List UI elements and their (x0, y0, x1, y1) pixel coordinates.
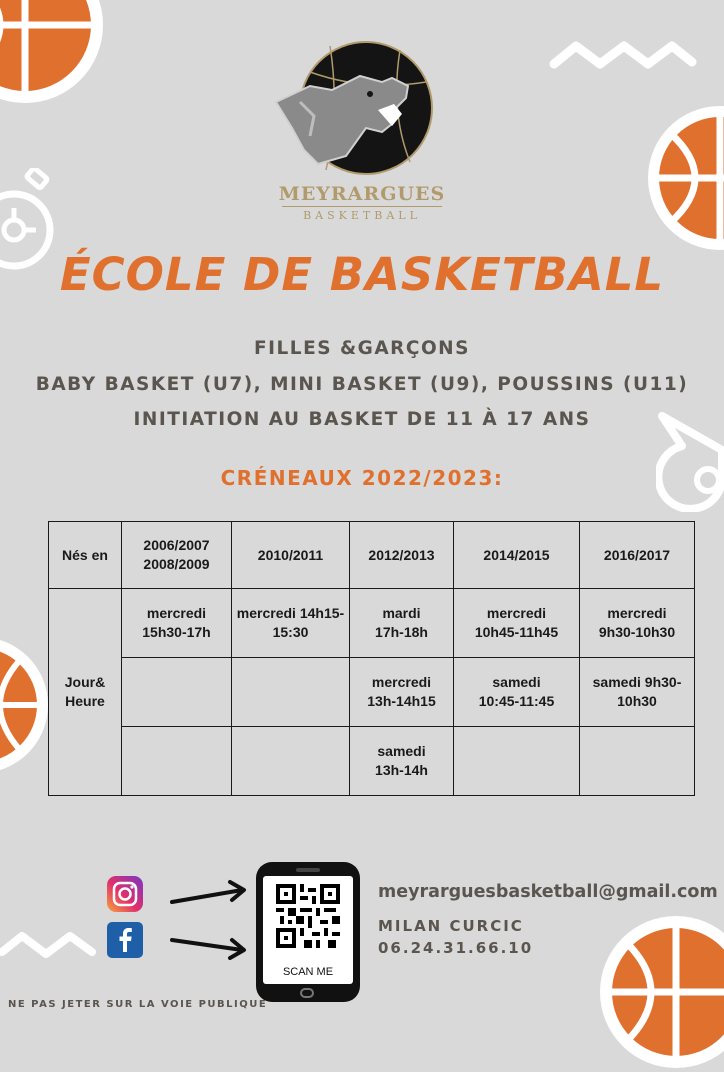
table-cell (232, 658, 350, 727)
basketball-icon-top-left (0, 0, 110, 110)
facebook-icon[interactable] (107, 922, 143, 958)
zigzag-decoration-top (548, 36, 698, 76)
table-header-cell: 2006/2007 2008/2009 (122, 522, 232, 589)
table-row (49, 727, 695, 796)
brand-subtitle: BASKETBALL (303, 209, 421, 222)
table-header-row (49, 522, 695, 589)
contact-name: MILAN CURCIC (378, 917, 524, 935)
table-cell: mercredi 10h45-11h45 (454, 589, 580, 658)
brand-name: MEYRARGUES (278, 183, 446, 205)
arrow-right-icon (168, 878, 250, 908)
subtitle-line-2: BABY BASKET (U7), MINI BASKET (U9), POUSSINS (U11) (35, 374, 689, 395)
table-cell: mercredi 9h30-10h30 (580, 589, 695, 658)
table-cell (232, 727, 350, 796)
table-cell: samedi 13h-14h (350, 727, 454, 796)
zigzag-decoration-bottom (0, 928, 100, 968)
table-header-cell: 2010/2011 (232, 522, 350, 589)
basketball-icon-bottom-right (596, 912, 724, 1072)
table-cell (580, 727, 695, 796)
table-corner-label: Nés en (49, 522, 122, 589)
phone-screen (263, 876, 353, 984)
footer-notice: NE PAS JETER SUR LA VOIE PUBLIQUE (8, 999, 268, 1010)
table-cell: mardi 17h-18h (350, 589, 454, 658)
arrow-right-icon (168, 930, 250, 960)
qr-phone[interactable] (256, 862, 360, 1002)
table-cell (122, 658, 232, 727)
table-header-cell: 2012/2013 (350, 522, 454, 589)
basketball-icon-right (640, 98, 724, 258)
qr-code (276, 884, 340, 948)
contact-phone[interactable]: 06.24.31.66.10 (378, 939, 534, 957)
instagram-icon[interactable] (107, 876, 143, 912)
table-cell: mercredi 13h-14h15 (350, 658, 454, 727)
schedule-table (48, 521, 695, 796)
page-title: ÉCOLE DE BASKETBALL (59, 248, 665, 301)
brand-divider (282, 206, 442, 207)
table-cell: samedi 10:45-11:45 (454, 658, 580, 727)
phone-home-button (300, 988, 314, 998)
table-header-cell: 2014/2015 (454, 522, 580, 589)
table-row (49, 589, 695, 658)
table-header-cell: 2016/2017 (580, 522, 695, 589)
table-cell: mercredi 14h15-15:30 (232, 589, 350, 658)
table-cell (454, 727, 580, 796)
schedule-title: CRÉNEAUX 2022/2023: (220, 466, 504, 490)
subtitle-line-1: FILLES &GARÇONS (254, 338, 470, 359)
subtitle-line-3: INITIATION AU BASKET DE 11 À 17 ANS (133, 409, 591, 430)
qr-scan-label: SCAN ME (282, 966, 334, 978)
phone-speaker (296, 868, 320, 872)
table-cell: samedi 9h30-10h30 (580, 658, 695, 727)
table-row (49, 658, 695, 727)
table-cell (122, 727, 232, 796)
table-cell: mercredi 15h30-17h (122, 589, 232, 658)
contact-email[interactable]: meyrarguesbasketball@gmail.com (378, 882, 718, 902)
basketball-icon-left (0, 630, 50, 780)
table-row-label: Jour& Heure (49, 589, 122, 796)
